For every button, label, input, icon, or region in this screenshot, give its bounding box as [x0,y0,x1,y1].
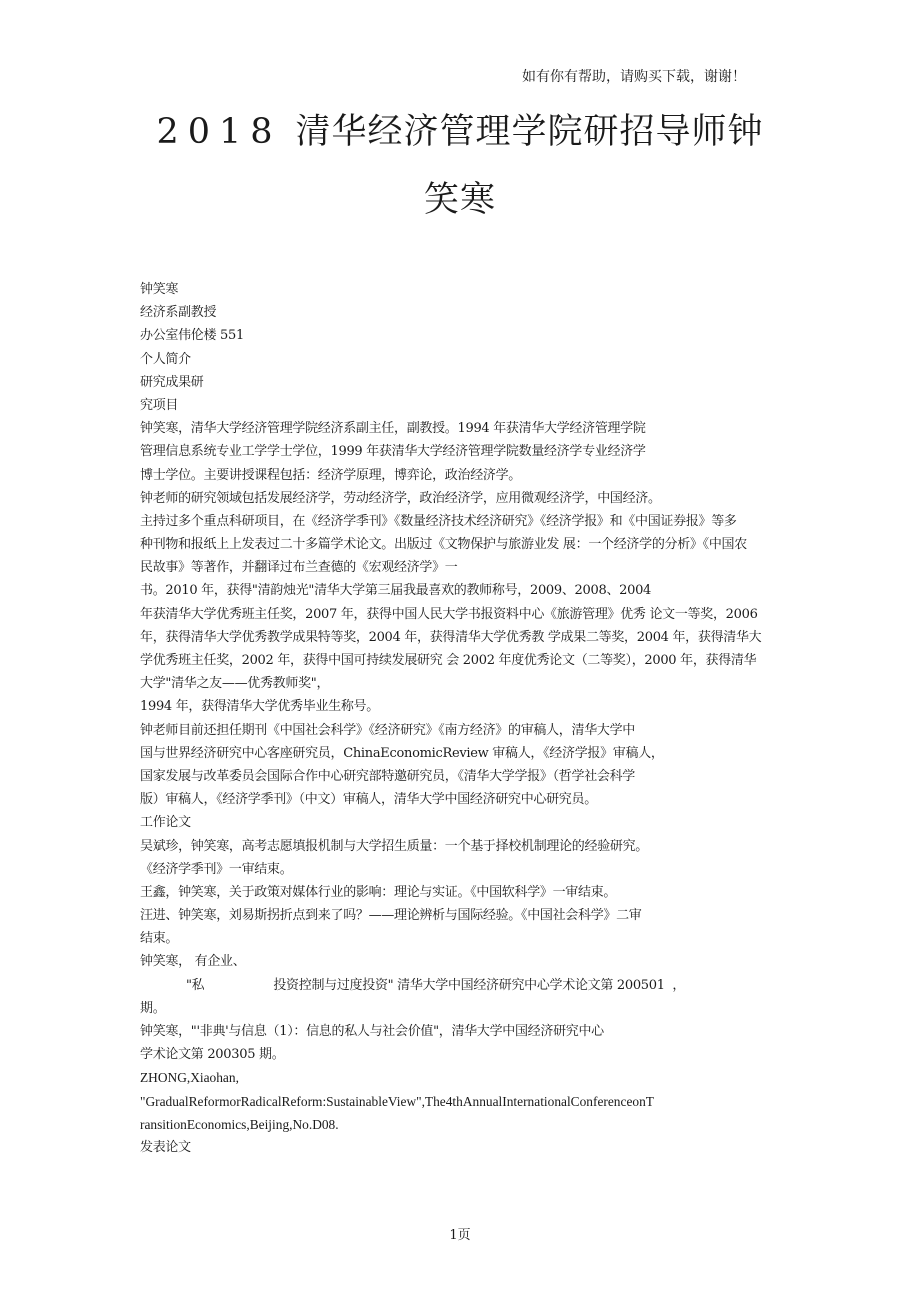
text-line: 王鑫，钟笑寒，关于政策对媒体行业的影响：理论与实证。《中国软科学》一审结束。 [140,884,617,900]
text-line: 年获清华大学优秀班主任奖，2007 年，获得中国人民大学书报资料中心《旅游管理》优秀 论文一等奖，2006 [140,606,758,622]
page-title-line-2: 笑寒 [423,180,496,220]
text-line: 钟笑寒， 有企业、 [140,954,246,970]
text-line: 书。2010 年，获得"清韵烛光"清华大学第三届我最喜欢的教师称号，2009、2008、2004 [140,583,652,599]
text-line: "GradualReformorRadicalReform:SustainableView",The4thAnnualInternationalConferenceonT [140,1093,654,1109]
text-line: 学术论文第 200305 期。 [140,1047,285,1063]
text-line: 汪进、钟笑寒，刘易斯拐折点到来了吗？——理论辨析与国际经验。《中国社会科学》二审 [140,908,642,924]
text-line: 发表论文 [140,1139,191,1155]
text-line: 究项目 [140,397,179,413]
text-line: 工作论文 [140,815,191,831]
text-line: 1994 年，获得清华大学优秀毕业生称号。 [140,699,379,715]
text-line: 办公室伟伦楼 551 [140,328,244,344]
body-text [140,278,800,1159]
text-line: 钟笑寒，清华大学经济管理学院经济系副主任，副教授。1994 年获清华大学经济管理学院 [140,421,646,437]
text-line: 博士学位。主要讲授课程包括：经济学原理，博弈论，政治经济学。 [140,467,522,483]
text-line: 学优秀班主任奖，2002 年，获得中国可持续发展研究 会 2002 年度优秀论文（二等奖），2000 年，获得清华 [140,653,757,668]
title-year: 2018 [156,112,282,152]
text-line: 吴斌珍，钟笑寒，高考志愿填报机制与大学招生质量：一个基于择校机制理论的经验研究。 [140,838,649,854]
page-number: 1页 [449,1228,471,1243]
page-title-line-1 [0,104,920,154]
text-line: 国家发展与改革委员会国际合作中心研究部特邀研究员，《清华大学学报》（哲学社会科学 [140,768,636,784]
text-line: 主持过多个重点科研项目，在《经济学季刊》《数量经济技术经济研究》《经济学报》和《中国证券报》等多 [140,513,737,529]
text-line: 个人简介 [140,351,191,367]
text-line: 钟笑寒 [140,282,179,297]
text-line: ZHONG,Xiaohan, [140,1070,239,1086]
text-line: 结束。 [140,931,179,947]
text-line: 管理信息系统专业工学学士学位，1999 年获清华大学经济管理学院数量经济学专业经济学 [140,444,646,460]
text-line: 种刊物和报纸上上发表过二十多篇学术论文。出版过《文物保护与旅游业发 展：一个经济学的分析》《中国农 [140,537,747,553]
text-line: 国与世界经济研究中心客座研究员，ChinaEconomicReview 审稿人，《经济学报》审稿人， [140,745,664,761]
text-line: 民故事》等著作，并翻译过布兰查德的《宏观经济学》一 [140,560,458,576]
text-line: 钟老师目前还担任期刊《中国社会科学》《经济研究》《南方经济》的审稿人，清华大学中 [140,722,636,738]
title-text: 清华经济管理学院研招导师钟 [295,112,764,152]
text-line: 版）审稿人，《经济学季刊》（中文）审稿人，清华大学中国经济研究中心研究员。 [140,792,597,808]
text-line: "私 投资控制与过度投资" 清华大学中国经济研究中心学术论文第 200501 ， [140,977,686,993]
text-line: 钟笑寒，"'非典'与信息（1）：信息的私人与社会价值"，清华大学中国经济研究中心 [140,1024,604,1039]
text-line: ransitionEconomics,Beijing,No.D08. [140,1116,339,1132]
text-line: 经济系副教授 [140,305,217,321]
text-line: 钟老师的研究领域包括发展经济学，劳动经济学，政治经济学，应用微观经济学，中国经济。 [140,490,661,506]
text-line: 期。 [140,1000,166,1016]
text-line: 年，获得清华大学优秀教学成果特等奖，2004 年，获得清华大学优秀教 学成果二等奖，2004 年，获得清华大 [140,629,762,645]
text-line: 《经济学季刊》一审结束。 [140,861,293,877]
text-line: 大学"清华之友——优秀教师奖"， [140,676,330,692]
text-line: 研究成果研 [140,374,204,390]
header-note: 如有你有帮助，请购买下载，谢谢！ [522,69,746,85]
